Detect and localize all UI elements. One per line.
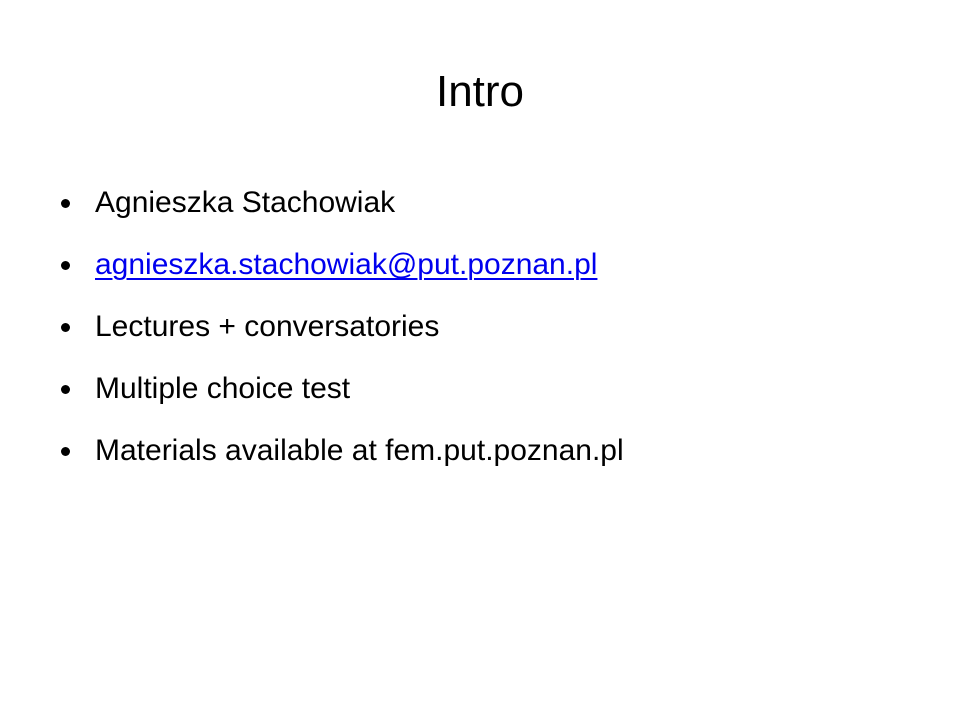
bullet-item-lectures xyxy=(56,300,916,362)
bullet-list xyxy=(56,176,916,486)
presenter-name: Agnieszka Stachowiak xyxy=(95,186,396,219)
bullet-icon xyxy=(61,261,70,270)
bullet-icon xyxy=(61,385,70,394)
bullet-item-email xyxy=(56,238,916,300)
bullet-item-materials xyxy=(56,424,916,486)
bullet-icon xyxy=(61,199,70,208)
bullet-item-test xyxy=(56,362,916,424)
bullet-item-name xyxy=(56,176,916,238)
slide-title: Intro xyxy=(435,67,525,116)
materials-text: Materials available at fem.put.poznan.pl xyxy=(95,434,624,467)
email-link[interactable]: agnieszka.stachowiak@put.poznan.pl xyxy=(95,248,598,281)
bullet-icon xyxy=(61,323,70,332)
lectures-text: Lectures + conversatories xyxy=(95,310,440,343)
bullet-icon xyxy=(61,447,70,456)
test-text: Multiple choice test xyxy=(95,372,351,405)
